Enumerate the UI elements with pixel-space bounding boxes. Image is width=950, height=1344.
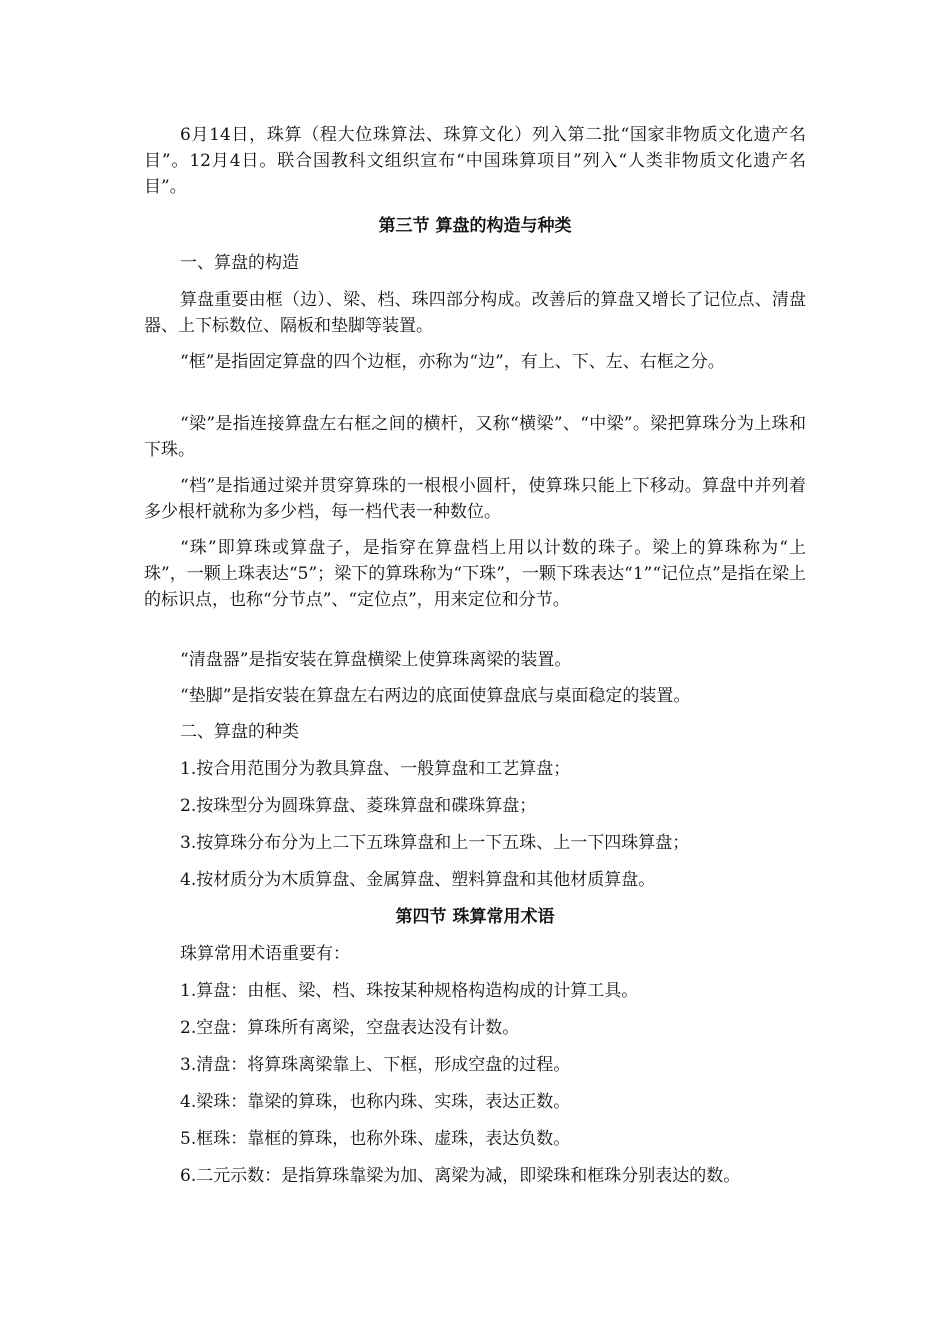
structure-paragraph-frame: “框”是指固定算盘的四个边框，亦称为“边”，有上、下、左、右框之分。: [180, 352, 725, 372]
structure-paragraph-foot: “垫脚”是指安装在算盘左右两边的底面使算盘底与桌面稳定的装置。: [180, 686, 691, 706]
structure-paragraph-rod: “档”是指通过梁并贯穿算珠的一根根小圆杆，使算珠只能上下移动。算盘中并列着多少根杆就称为多少档，每一档代表一种数位。: [144, 476, 806, 522]
term-item-6: 6.二元示数：是指算珠靠梁为加、离梁为减，即梁珠和框珠分别表达的数。: [180, 1166, 741, 1186]
type-item-1: 1.按合用范围分为教具算盘、一般算盘和工艺算盘；: [180, 759, 571, 779]
section3-subheading-structure: 一、算盘的构造: [180, 253, 299, 273]
term-item-5: 5.框珠：靠框的算珠，也称外珠、虚珠，表达负数。: [180, 1129, 571, 1149]
type-item-2: 2.按珠型分为圆珠算盘、菱珠算盘和碟珠算盘；: [180, 796, 537, 816]
term-item-3: 3.清盘：将算珠离梁靠上、下框，形成空盘的过程。: [180, 1055, 571, 1075]
section3-title: 第三节 算盘的构造与种类: [378, 216, 572, 236]
type-item-4: 4.按材质分为木质算盘、金属算盘、塑料算盘和其他材质算盘。: [180, 870, 656, 890]
structure-paragraph-clearer: “清盘器”是指安装在算盘横梁上使算珠离梁的装置。: [180, 650, 572, 670]
term-item-1: 1.算盘：由框、梁、档、珠按某种规格构造构成的计算工具。: [180, 981, 639, 1001]
section4-title: 第四节 珠算常用术语: [395, 907, 555, 927]
structure-paragraph-bead: “珠”即算珠或算盘子，是指穿在算盘档上用以计数的珠子。梁上的算珠称为“上珠”，一颗上珠表达“5”；梁下的算珠称为“下珠”，一颗下珠表达“1”“记位点”是指在梁上的标识点，也称“分节点”、“定位点”，用来定位和分节。: [144, 538, 806, 610]
structure-paragraph-beam: “梁”是指连接算盘左右框之间的横杆，又称“横梁”、“中梁”。梁把算珠分为上珠和下珠。: [144, 414, 806, 460]
term-item-4: 4.梁珠：靠梁的算珠，也称内珠、实珠，表达正数。: [180, 1092, 571, 1112]
structure-paragraph-overview: 算盘重要由框（边）、梁、档、珠四部分构成。改善后的算盘又增长了记位点、清盘器、上下标数位、隔板和垫脚等装置。: [144, 290, 806, 336]
terms-lead: 珠算常用术语重要有：: [180, 944, 350, 964]
term-item-2: 2.空盘：算珠所有离梁，空盘表达没有计数。: [180, 1018, 520, 1038]
intro-paragraph: 6月14日，珠算（程大位珠算法、珠算文化）列入第二批“国家非物质文化遗产名目”。12月4日。联合国教科文组织宣布“中国珠算项目”列入“人类非物质文化遗产名目”。: [144, 125, 806, 197]
type-item-3: 3.按算珠分布分为上二下五珠算盘和上一下五珠、上一下四珠算盘；: [180, 833, 690, 853]
section3-subheading-types: 二、算盘的种类: [180, 722, 299, 742]
